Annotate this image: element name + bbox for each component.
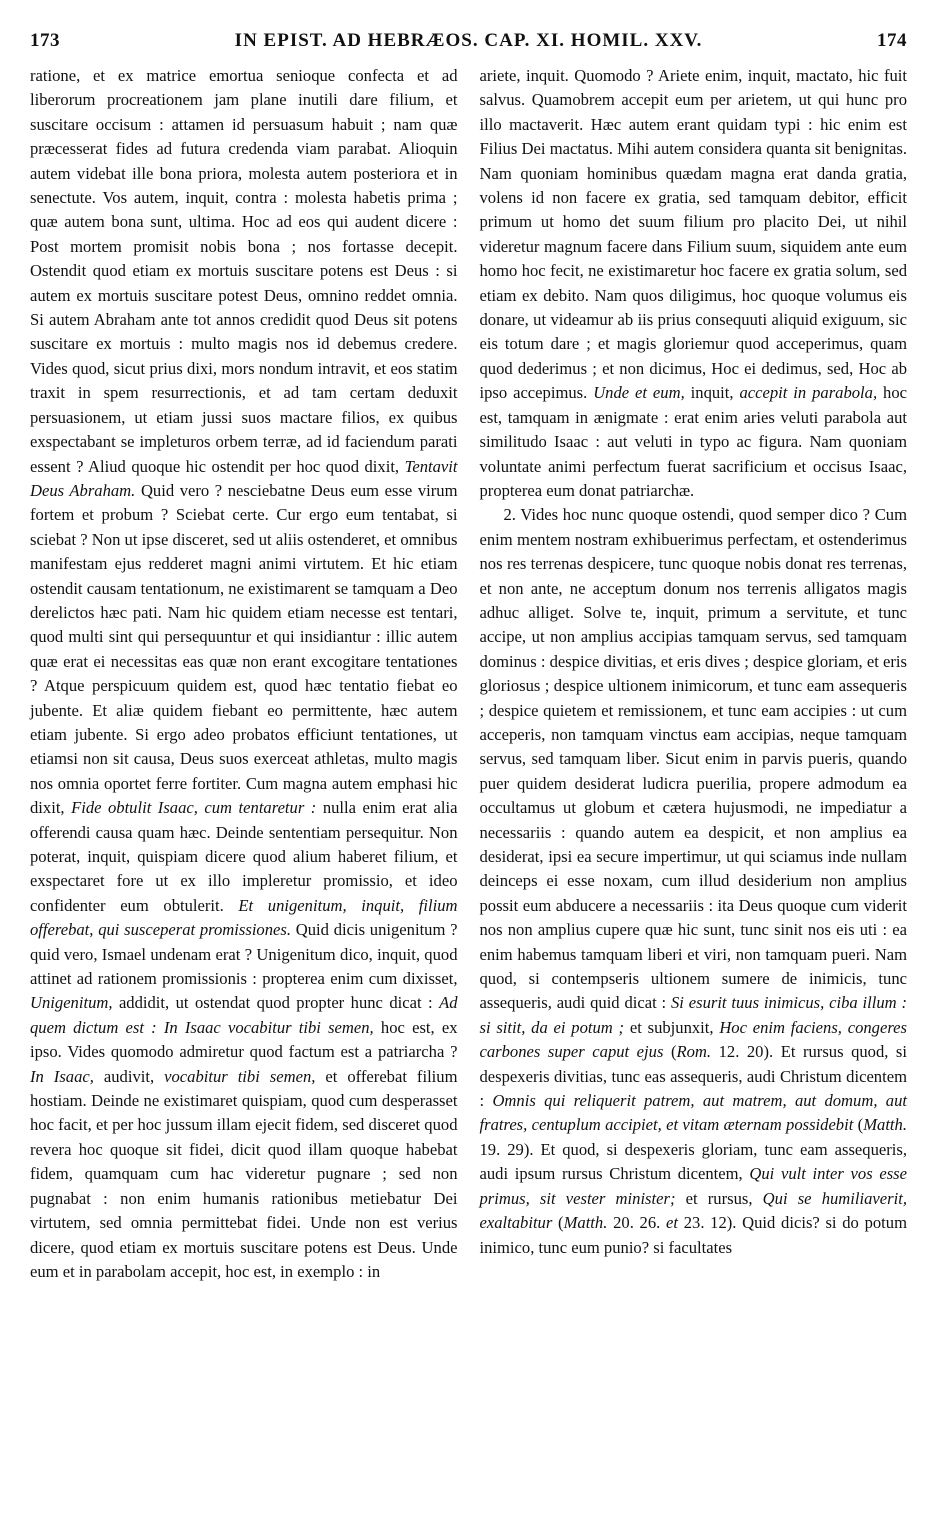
text-columns <box>30 64 907 1284</box>
running-header <box>30 30 907 60</box>
right-page-number: 174 <box>877 30 907 51</box>
right-column <box>480 64 908 1284</box>
left-column <box>30 64 458 1284</box>
right-paragraph-2: 2. Vides hoc nunc quoque ostendi, quod semper dico ? Cum enim mentem nostram exhibuerimus perfectam, et ostenderimus nos res terrenas despicere, tunc quoque nobis donat res terrenas, et non ante, ne acceptum donum nos terrenis alligatos magis adhuc alliget. Solve te, inquit, primum a servitute, et tunc accipe, ut non amplius accipias tamquam servus, sed tamquam dominus : despice divitias, et eris dives ; despice gloriam, et eris gloriosus ; despice ultionem inimicorum, et tunc eam assequeris ; despice quietem et remissionem, et tunc eam accipies : ut cum acceperis, non tamquam vinctus eam accipias, neque tamquam servus, sed tamquam liber. Sicut enim in parvis pueris, quando puer quidem desiderat ludicra puerilia, propere admodum ea occultamus ut globum et cætera hujusmodi, ne impediatur a necessariis : quando autem ea despicit, et non amplius ea desiderat, ipsi ea secure impertimur, ut qui sciamus inde nullam deinceps ei esse noxam, cum illud desiderium non amplius possit eum abducere a necessariis : ita Deus quoque cum viderit nos non amplius cupere quæ hic sunt, tunc sinit nos eis uti : ea enim habemus tamquam liberi et viri, non tamquam pueri. Nam quod, si contempseris ultionem sumere de inimicis, tunc assequeris, audi quid dicat : Si esurit tuus inimicus, ciba illum : si sitit, da ei potum ; et subjunxit, Hoc enim faciens, congeres carbones super caput ejus (Rom. 12. 20). Et rursus quod, si despexeris divitias, tunc eas assequeris, audi Christum dicentem : Omnis qui reliquerit patrem, aut matrem, aut domum, aut fratres, centuplum accipiet, et vitam æternam possidebit (Matth. 19. 29). Et quod, si despexeris gloriam, tunc eam assequeris, audi ipsum rursus Christum dicentem, Qui vult inter vos esse primus, sit vester minister; et rursus, Qui se humiliaverit, exaltabitur (Matth. 20. 26. et 23. 12). Quid dicis? si do potum inimico, tunc eum punio? si facultates <box>479 505 908 1257</box>
left-paragraph-1: ratione, et ex matrice emortua senioque confecta et ad liberorum procreationem jam plane inutili dare filium, et suscitare occisum : attamen id persuasum habuit ; nam quæ præcesserat fides ad futura credenda viam parabat. Alioquin autem videbat ille bona priora, molesta autem posteriora et in senectute. Vos autem, inquit, contra : molesta habetis prima ; quæ autem bona sunt, ultima. Hoc ad eos qui audent dicere : Post mortem promisit nobis bona ; nos fortasse decepit. Ostendit quod etiam ex mortuis suscitare potens est Deus : si autem ex mortuis suscitare potest Deus, omnino reddet omnia. Si autem Abraham ante tot annos credidit quod Deus sit potens suscitare ex mortuis : multo magis nos id debemus credere. Vides quod, sicut prius dixi, mors nondum intravit, et eos statim traxit in spem resurrectionis, et ad tam certam deduxit persuasionem, ut etiam jussi suos mactare filios, ex quibus exspectabant se impleturos orbem terræ, ad id faciendum parati essent ? Aliud quoque hic ostendit per hoc quod dixit, Tentavit Deus Abraham. Quid vero ? nesciebatne Deus eum esse virum fortem et probum ? Sciebat certe. Cur ergo eum tentabat, si sciebat ? Non ut ipse disceret, sed ut aliis ostenderet, et omnibus manifestam ejus redderet magni animi virtutem. Et hic etiam ostendit causam tentationum, ne existimarent se tamquam a Deo derelictos hæc pati. Nam hic quidem etiam necesse est tentari, quod multi sint qui persequuntur et qui insidiantur : illic autem quæ erat ei necessitas eas quæ non erant excogitare tentationes ? Atque perspicuum quidem est, quod hæc tentatio fiebat eo jubente. Et aliæ quidem fiebant eo permittente, hæc autem etiam jubente. Si ergo adeo probatos efficiunt tentationes, ut etiamsi non sit causa, Deus suos exerceat athletas, multo magis nos omnia oportet ferre fortiter. Cum magna autem emphasi hic dixit, Fide obtulit Isaac, cum tentaretur : nulla enim erat alia offerendi causa quam hæc. Deinde sententiam persequitur. Non poterat, inquit, quispiam dicere quod alium haberet filium, et exspectaret fore ut ex illo impleretur promissio, et ideo confidenter eum obtulerit. Et unigenitum, inquit, filium offerebat, qui susceperat promissiones. Quid dicis unigenitum ? quid vero, Ismael undenam erat ? Unigenitum dico, inquit, quod attinet ad rationem promissionis : propterea enim cum dixisset, Unigenitum, addidit, ut ostendat quod propter hunc dicat : Ad quem dictum est : In Isaac vocabitur tibi semen, hoc est, ex ipso. Vides quomodo admiretur quod factum est a patriarcha ? In Isaac, audivit, vocabitur tibi semen, et offerebat filium hostiam. Deinde ne existimaret quispiam, quod cum desperasset hoc facit, et per hoc jussum illam ejecit fidem, sed disceret quod revera hoc quoque sit fidei, dicit quod illam quoque habebat fidem, quamquam cum hac videretur pugnare ; sed non pugnabat : non enim humanis rationibus metiebatur Dei virtutem, sed omnia permittebat fidei. Unde non est verius dicere, quod etiam ex mortuis suscitare potens est Deus. Unde eum et in parabolam accepit, hoc est, in exemplo : in <box>30 66 458 1281</box>
left-page-number: 173 <box>30 30 60 51</box>
right-paragraph-1: ariete, inquit. Quomodo ? Ariete enim, inquit, mactato, hic fuit salvus. Quamobrem accepit eum per arietem, ut qui hunc pro illo mactaverit. Hæc autem erant quidam typi : hic enim est Filius Dei mactatus. Mihi autem considera quanta sit benignitas. Nam quoniam hominibus quædam magna erat danda gratia, volens id non facere ex gratia, sed tamquam debitor, efficit primum ut homo det suum filium pro placito Dei, ut nihil videretur magnum facere dans Filium suum, siquidem ante eum homo hoc fecit, ne existimaretur hoc facere ex gratia solum, sed etiam ex debito. Nam quos diligimus, hoc quoque volumus eis donare, ut videamur ab iis prius consequuti aliquid exiguum, sic eis totum dare ; et magis gloriemur quod acceperimus, quam quod dederimus ; et non dicimus, Hoc ei dedimus, sed, Hoc ab ipso accepimus. Unde et eum, inquit, accepit in parabola, hoc est, tamquam in ænigmate : erat enim aries veluti parabola aut similitudo Isaac : aut veluti in typo ac figura. Nam quoniam voluntate animi perfectum fuerat sacrificium et occisus Isaac, propterea eum donat patriarchæ. <box>479 66 907 500</box>
running-title: IN EPIST. AD HEBRÆOS. CAP. XI. HOMIL. XXV. <box>234 30 703 51</box>
